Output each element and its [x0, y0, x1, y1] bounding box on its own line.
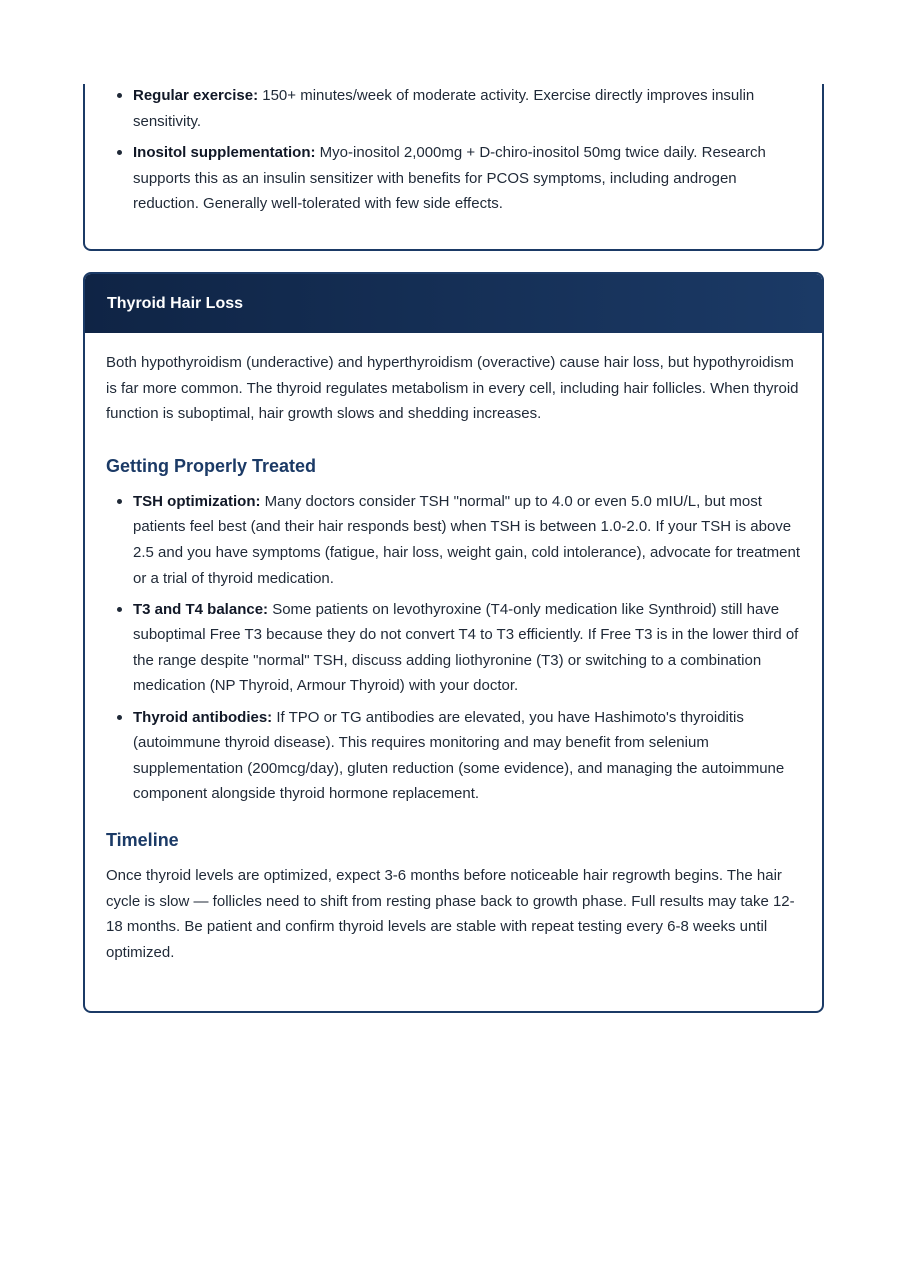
bullet-icon: [117, 150, 122, 155]
treatment-bullet-list: [106, 489, 801, 807]
card-header: [85, 274, 822, 333]
pcos-bullet-list: [106, 83, 801, 217]
thyroid-hair-loss-card: [83, 272, 824, 1013]
bullet-text: Some patients on levothyroxine (T4-only medication like Synthroid) still have suboptimal Free T3 because they do not convert T4 to T3 efficiently. If Free T3 is in the lower third of the range despite "normal" TSH, discuss adding liothyronine (T3) or switching to a combination medication (NP Thyroid, Armour Thyroid) with your doctor.: [133, 600, 799, 695]
bullet-text: Many doctors consider TSH "normal" up to 4.0 or even 5.0 mIU/L, but most patients feel best (and their hair responds best) when TSH is between 1.0-2.0. If your TSH is above 2.5 and you have symptoms (fatigue, hair loss, weight gain, cold intolerance), advocate for treatment or a trial of thyroid medication.: [133, 492, 801, 587]
list-item: [106, 597, 801, 699]
bullet-label: Inositol supplementation:: [133, 144, 316, 162]
list-item: [106, 83, 801, 134]
list-item: [106, 489, 801, 591]
intro-paragraph: Both hypothyroidism (underactive) and hyperthyroidism (overactive) cause hair loss, but hypothyroidism is far more common. The thyroid regulates metabolism in every cell, including hair follicles. When thyroid function is suboptimal, hair growth slows and shedding increases.: [106, 354, 799, 423]
bullet-label: Regular exercise:: [133, 87, 259, 104]
bullet-label: TSH optimization:: [133, 492, 261, 510]
card-title: Thyroid Hair Loss: [107, 294, 244, 312]
bullet-icon: [117, 499, 122, 504]
list-item: [106, 140, 801, 217]
bullet-text: Myo-inositol 2,000mg + D-chiro-inositol 50mg twice daily. Research supports this as an insulin sensitizer with benefits for PCOS symptoms, including androgen reduction. Generally well-tolerated with few side effects.: [133, 144, 766, 213]
bullet-icon: [117, 607, 122, 612]
bullet-label: Thyroid antibodies:: [133, 708, 273, 726]
list-item: [106, 705, 801, 807]
section-heading-timeline: Timeline: [106, 829, 179, 850]
section-heading-treated: Getting Properly Treated: [106, 455, 317, 476]
bullet-text: 150+ minutes/week of moderate activity. Exercise directly improves insulin sensitivity.: [133, 87, 755, 130]
pcos-card-continuation: [83, 84, 824, 251]
bullet-icon: [117, 715, 122, 720]
bullet-text: If TPO or TG antibodies are elevated, you have Hashimoto's thyroiditis (autoimmune thyroid disease). This requires monitoring and may benefit from selenium supplementation (200mcg/day), gluten reduction (some evidence), and managing the autoimmune component alongside thyroid hormone replacement.: [133, 708, 785, 803]
timeline-paragraph: Once thyroid levels are optimized, expect 3-6 months before noticeable hair regrowth begins. The hair cycle is slow — follicles need to shift from resting phase back to growth phase. Full results may take 12-18 months. Be patient and confirm thyroid levels are stable with repeat testing every 6-8 weeks until optimized.: [106, 866, 795, 961]
bullet-icon: [117, 93, 122, 98]
bullet-label: T3 and T4 balance:: [133, 600, 269, 618]
